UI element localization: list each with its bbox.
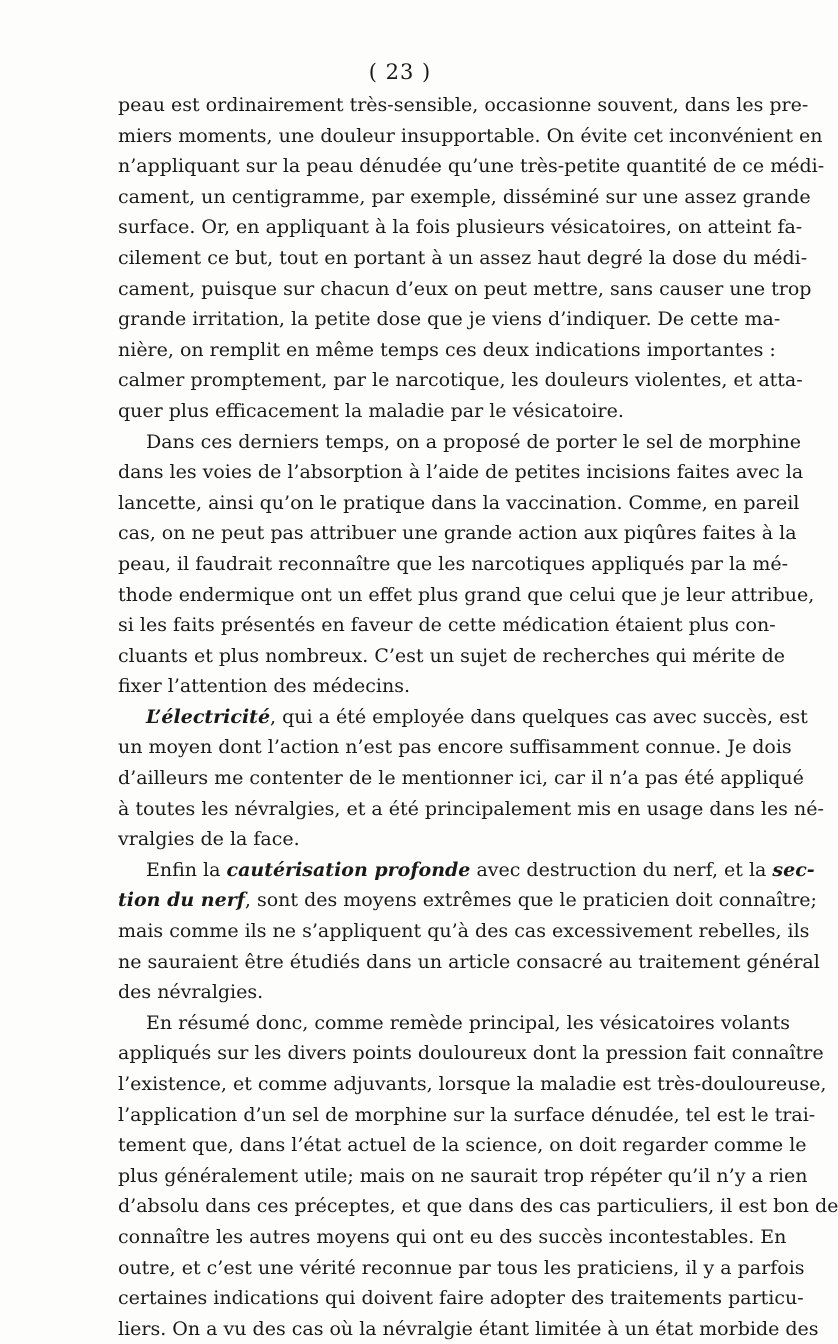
text-line: d’ailleurs me contenter de le mentionner ici, car il n’a pas été appliqué	[118, 767, 804, 790]
body-text	[118, 90, 838, 1344]
emphasis: tion du nerf	[118, 889, 245, 912]
text-line: plus généralement utile; mais on ne saurait trop répéter qu’il n’y a rien	[118, 1164, 808, 1187]
emphasis: L’électricité	[146, 705, 271, 728]
text-line: cluants et plus nombreux. C’est un sujet de recherches qui mérite de	[118, 644, 786, 667]
text-line: fixer l’attention des médecins.	[118, 675, 410, 698]
text-line: lancette, ainsi qu’on le pratique dans la vaccination. Comme, en pareil	[118, 491, 800, 514]
text-line: peau, il faudrait reconnaître que les narcotiques appliqués par la mé-	[118, 552, 789, 575]
paragraph	[118, 1008, 838, 1344]
paragraph	[118, 855, 820, 1008]
text-line: ne sauraient être étudiés dans un article consacré au traitement général	[118, 950, 820, 973]
text-line: Enfin la cautérisation profonde avec destruction du nerf, et la sec-	[146, 858, 815, 881]
paragraph	[118, 90, 825, 427]
text-line: à toutes les névralgies, et a été principalement mis en usage dans les né-	[118, 797, 824, 820]
text-line: l’application d’un sel de morphine sur la surface dénudée, tel est le trai-	[118, 1103, 816, 1126]
text-line: surface. Or, en appliquant à la fois plusieurs vésicatoires, on atteint fa-	[118, 216, 803, 239]
text-line: dans les voies de l’absorption à l’aide de petites incisions faites avec la	[118, 461, 804, 484]
text-line: nière, on remplit en même temps ces deux indications importantes :	[118, 338, 776, 361]
text-line: tion du nerf, sont des moyens extrêmes que le praticien doit connaître;	[118, 889, 817, 912]
text-line: des névralgies.	[118, 981, 264, 1004]
emphasis: sec-	[772, 858, 815, 881]
text-line: vralgies de la face.	[118, 828, 300, 851]
text-line: tement que, dans l’état actuel de la science, on doit regarder comme le	[118, 1134, 807, 1157]
paragraph	[118, 702, 824, 855]
text-line: thode endermique ont un effet plus grand que celui que je leur attribue,	[118, 583, 815, 606]
text-line: cilement ce but, tout en portant à un assez haut degré la dose du médi-	[118, 246, 808, 269]
text-line: d’absolu dans ces préceptes, et que dans des cas particuliers, il est bon de	[118, 1195, 838, 1218]
text-line: si les faits présentés en faveur de cette médication étaient plus con-	[118, 614, 776, 637]
text-line: quer plus efficacement la maladie par le vésicatoire.	[118, 399, 624, 422]
text-line: liers. On a vu des cas où la névralgie étant limitée à un état morbide des	[118, 1317, 819, 1340]
text-line: En résumé donc, comme remède principal, les vésicatoires volants	[146, 1011, 791, 1034]
text-line: outre, et c’est une vérité reconnue par tous les praticiens, il y a parfois	[118, 1256, 805, 1279]
text-line: cas, on ne peut pas attribuer une grande action aux piqûres faites à la	[118, 522, 797, 545]
text-line: L’électricité, qui a été employée dans quelques cas avec succès, est	[146, 705, 808, 728]
paragraph	[118, 427, 815, 702]
text-line: calmer promptement, par le narcotique, les douleurs violentes, et atta-	[118, 369, 803, 392]
text-line: Dans ces derniers temps, on a proposé de porter le sel de morphine	[146, 430, 802, 453]
page-number: ( 23 )	[368, 60, 432, 84]
text-line: n’appliquant sur la peau dénudée qu’une très-petite quantité de ce médi-	[118, 155, 825, 178]
text-line: connaître les autres moyens qui ont eu des succès incontestables. En	[118, 1225, 787, 1248]
text-line: cament, puisque sur chacun d’eux on peut mettre, sans causer une trop	[118, 277, 812, 300]
text-line: peau est ordinairement très-sensible, occasionne souvent, dans les pre-	[118, 94, 809, 116]
text-line: appliqués sur les divers points douloureux dont la pression fait connaître	[118, 1042, 824, 1065]
text-line: grande irritation, la petite dose que je viens d’indiquer. De cette ma-	[118, 308, 781, 331]
text-line: mais comme ils ne s’appliquent qu’à des cas excessivement rebelles, ils	[118, 920, 810, 943]
text-line: certaines indications qui doivent faire adopter des traitements particu-	[118, 1287, 804, 1310]
text-line: l’existence, et comme adjuvants, lorsque la maladie est très-douloureuse,	[118, 1073, 827, 1095]
text-line: miers moments, une douleur insupportable. On évite cet inconvénient en	[118, 124, 823, 147]
text-line: un moyen dont l’action n’est pas encore suffisamment connue. Je dois	[118, 736, 792, 759]
text-line: cament, un centigramme, par exemple, disséminé sur une assez grande	[118, 185, 811, 208]
emphasis: cautérisation profonde	[226, 858, 471, 881]
